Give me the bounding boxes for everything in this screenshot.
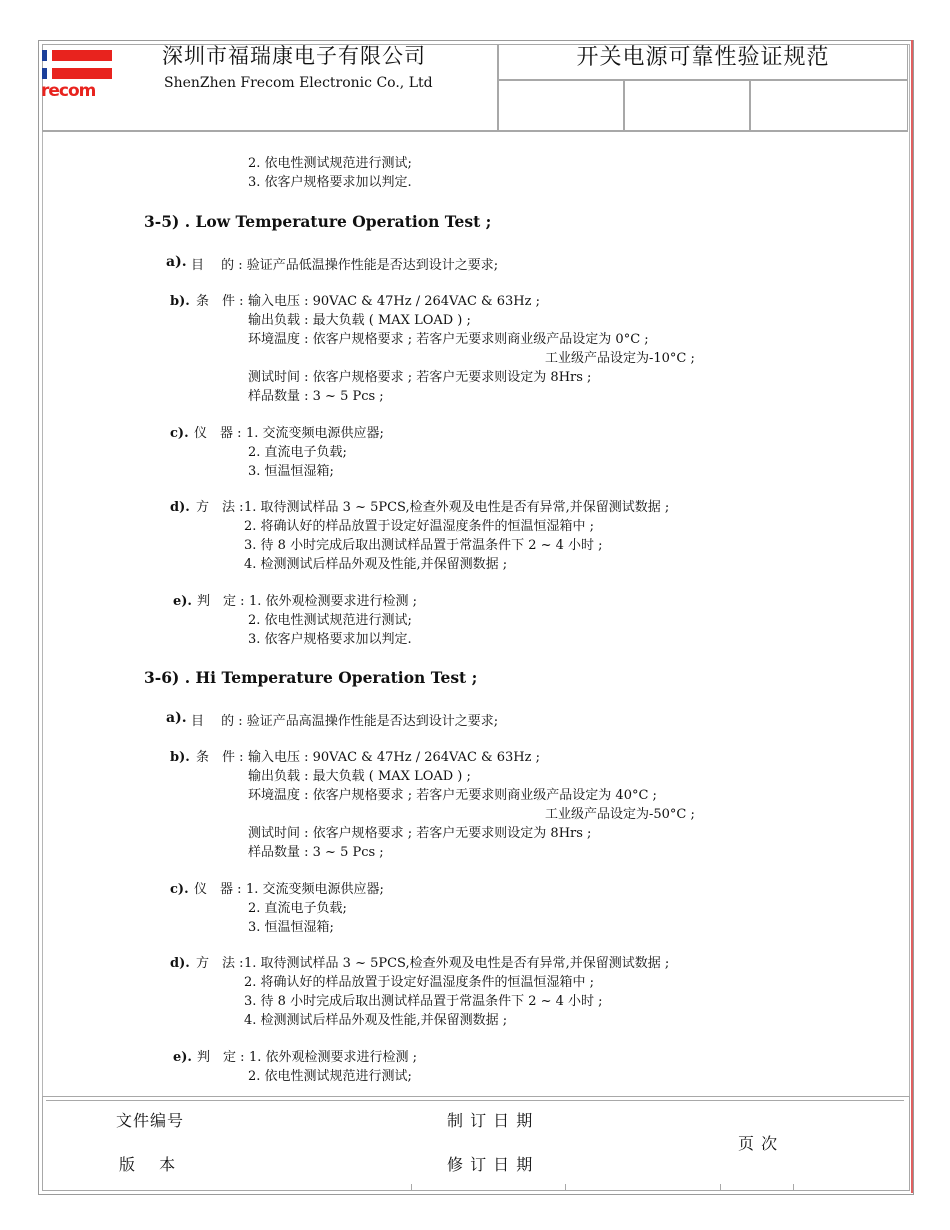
document-title: 开关电源可靠性验证规范 xyxy=(576,45,830,70)
method-line: 3. 待 8 小时完成后取出测试样品置于常温条件下 2 ~ 4 小时 ; xyxy=(244,538,603,553)
method-line: 1. 取待测试样品 3 ~ 5PCS,检查外观及电性是否有异常,并保留测试数据 ; xyxy=(244,500,670,515)
condition-line: 输入电压 : 90VAC & 47Hz / 264VAC & 63Hz ; xyxy=(248,294,540,309)
footer-inner-line xyxy=(46,1100,904,1101)
condition-line: 工业级产品设定为-10°C ; xyxy=(545,351,695,366)
judgement-heading: 判 定 : xyxy=(197,1050,245,1065)
judgement-line: 3. 依客户规格要求加以判定. xyxy=(248,632,412,647)
purpose-label: a). xyxy=(166,254,187,270)
footer-tick xyxy=(565,1184,566,1190)
condition-line: 工业级产品设定为-50°C ; xyxy=(545,807,695,822)
condition-line: 测试时间 : 依客户规格要求 ; 若客户无要求则设定为 8Hrs ; xyxy=(248,826,592,841)
instrument-line: 3. 恒温恒湿箱; xyxy=(248,464,334,479)
version-label: 版 本 xyxy=(119,1155,177,1174)
header-divider xyxy=(42,131,908,132)
instrument-heading: 仪 器 : xyxy=(194,882,242,897)
footer-tick xyxy=(720,1184,721,1190)
method-line: 4. 检测测试后样品外观及性能,并保留测数据 ; xyxy=(244,1013,508,1028)
method-line: 2. 将确认好的样品放置于设定好温湿度条件的恒温恒湿箱中 ; xyxy=(244,975,595,990)
footer-tick xyxy=(793,1184,794,1190)
condition-line: 输入电压 : 90VAC & 47Hz / 264VAC & 63Hz ; xyxy=(248,750,540,765)
section-heading: 3-6) . Hi Temperature Operation Test ; xyxy=(144,668,478,687)
revised-date-label: 修 订 日 期 xyxy=(447,1155,534,1174)
purpose-text: 目 的 : 验证产品高温操作性能是否达到设计之要求; xyxy=(191,714,499,729)
method-label: d). xyxy=(170,956,190,971)
instrument-line: 2. 直流电子负载; xyxy=(248,901,347,916)
instrument-line: 1. 交流变频电源供应器; xyxy=(246,426,384,441)
condition-heading: 条 件 : xyxy=(196,294,244,309)
condition-heading: 条 件 : xyxy=(196,750,244,765)
purpose-label: a). xyxy=(166,710,187,726)
carryover-line-3: 3. 依客户规格要求加以判定. xyxy=(248,175,412,190)
instrument-heading: 仪 器 : xyxy=(194,426,242,441)
instrument-line: 2. 直流电子负载; xyxy=(248,445,347,460)
method-line: 2. 将确认好的样品放置于设定好温湿度条件的恒温恒湿箱中 ; xyxy=(244,519,595,534)
made-date-label: 制 订 日 期 xyxy=(447,1111,534,1130)
judgement-line: 2. 依电性测试规范进行测试; xyxy=(248,1069,412,1084)
method-heading: 方 法 : xyxy=(196,500,244,515)
doc-number-label: 文件编号 xyxy=(116,1111,185,1130)
header-sub-cell-1 xyxy=(498,80,624,131)
judgement-label: e). xyxy=(173,594,192,609)
section-heading: 3-5) . Low Temperature Operation Test ; xyxy=(144,212,492,231)
judgement-line: 1. 依外观检测要求进行检测 ; xyxy=(249,594,418,609)
judgement-line: 2. 依电性测试规范进行测试; xyxy=(248,613,412,628)
header-sub-cell-3 xyxy=(750,80,908,131)
condition-line: 样品数量 : 3 ~ 5 Pcs ; xyxy=(248,845,384,860)
condition-line: 测试时间 : 依客户规格要求 ; 若客户无要求则设定为 8Hrs ; xyxy=(248,370,592,385)
judgement-heading: 判 定 : xyxy=(197,594,245,609)
instrument-line: 3. 恒温恒湿箱; xyxy=(248,920,334,935)
company-logo-text: recom xyxy=(41,81,96,101)
condition-line: 环境温度 : 依客户规格要求 ; 若客户无要求则商业级产品设定为 0°C ; xyxy=(248,332,649,347)
company-name-en: ShenZhen Frecom Electronic Co., Ltd xyxy=(164,75,433,91)
condition-line: 输出负载 : 最大负载 ( MAX LOAD ) ; xyxy=(248,769,471,784)
company-name-cn: 深圳市福瑞康电子有限公司 xyxy=(162,44,426,68)
method-heading: 方 法 : xyxy=(196,956,244,971)
footer-tick xyxy=(411,1184,412,1190)
purpose-text: 目 的 : 验证产品低温操作性能是否达到设计之要求; xyxy=(191,258,499,273)
page-edge-mark xyxy=(911,40,913,1193)
method-line: 1. 取待测试样品 3 ~ 5PCS,检查外观及电性是否有异常,并保留测试数据 ; xyxy=(244,956,670,971)
instrument-label: c). xyxy=(170,426,189,441)
judgement-label: e). xyxy=(173,1050,192,1065)
condition-line: 样品数量 : 3 ~ 5 Pcs ; xyxy=(248,389,384,404)
instrument-line: 1. 交流变频电源供应器; xyxy=(246,882,384,897)
condition-label: b). xyxy=(170,294,190,309)
method-label: d). xyxy=(170,500,190,515)
header-sub-cell-2 xyxy=(624,80,750,131)
condition-line: 环境温度 : 依客户规格要求 ; 若客户无要求则商业级产品设定为 40°C ; xyxy=(248,788,657,803)
condition-line: 输出负载 : 最大负载 ( MAX LOAD ) ; xyxy=(248,313,471,328)
instrument-label: c). xyxy=(170,882,189,897)
page-number-label: 页 次 xyxy=(738,1134,779,1153)
method-line: 3. 待 8 小时完成后取出测试样品置于常温条件下 2 ~ 4 小时 ; xyxy=(244,994,603,1009)
judgement-line: 1. 依外观检测要求进行检测 ; xyxy=(249,1050,418,1065)
condition-label: b). xyxy=(170,750,190,765)
carryover-line-2: 2. 依电性测试规范进行测试; xyxy=(248,156,412,171)
method-line: 4. 检测测试后样品外观及性能,并保留测数据 ; xyxy=(244,557,508,572)
